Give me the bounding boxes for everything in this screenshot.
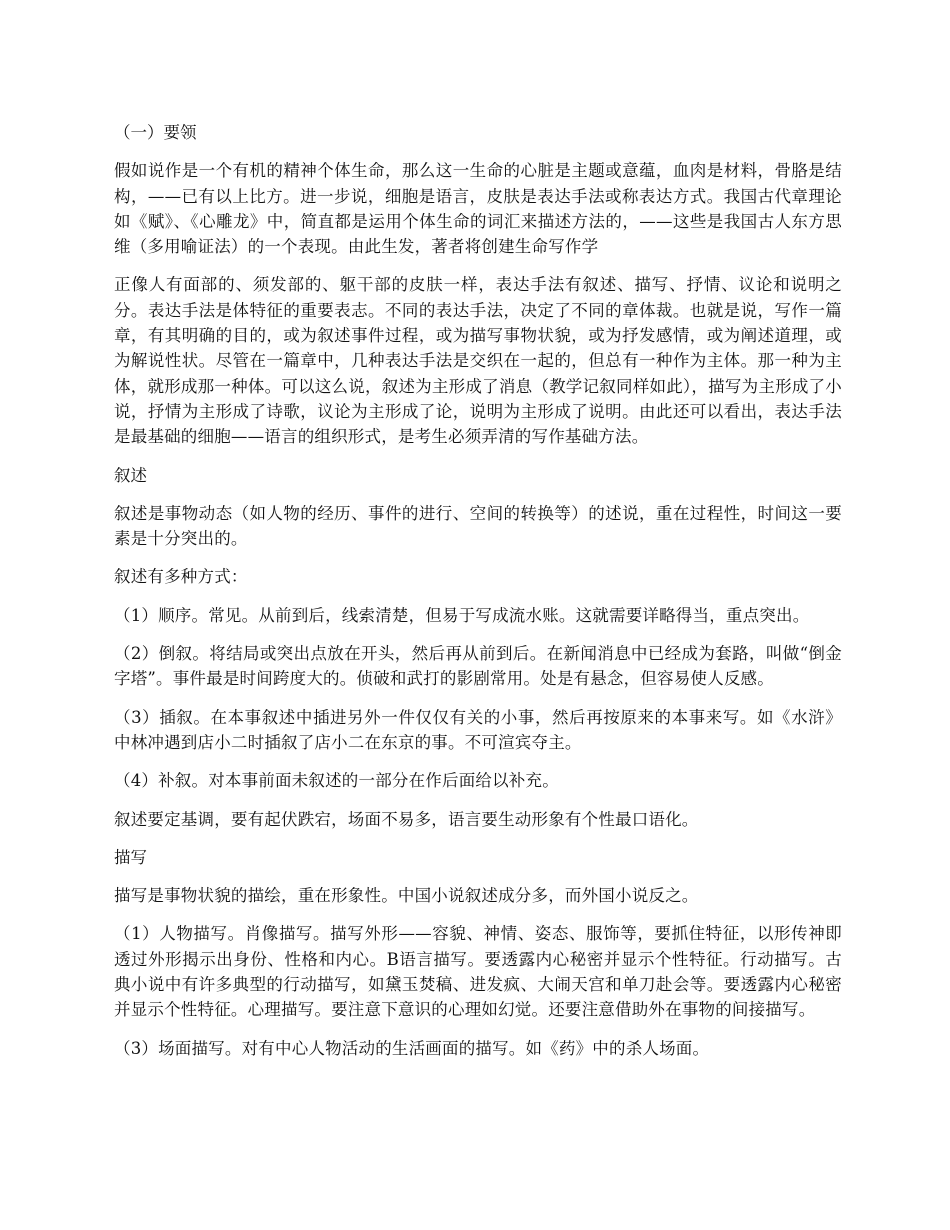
description-item-scene: （3）场面描写。对有中心人物活动的生活画面的描写。如《药》中的杀人场面。 [114,1038,710,1058]
description-definition: 描写是事物状貌的描绘，重在形象性。中国小说叙述成分多，而外国小说反之。 [114,886,699,906]
narration-item-flashback: （2）倒叙。将结局或突出点放在开头，然后再从前到后。在新闻消息中已经成为套路，叫做“倒金字塔”。事件最是时间跨度大的。侦破和武打的影剧常用。处是有悬念，但容易使人反感。 [114,644,842,689]
document-body [114,120,842,1074]
narration-definition: 叙述是事物动态（如人物的经历、事件的进行、空间的转换等）的述说，重在过程性，时间这一要素是十分突出的。 [114,503,842,549]
section-heading: （一）要领 [114,123,197,142]
paragraph-metaphor: 假如说作是一个有机的精神个体生命，那么这一生命的心脏是主题或意蕴，血肉是材料，骨胳是结构，——已有以上比方。进一步说，细胞是语言，皮肤是表达手法或称表达方式。我国古代章理论如《赋》、《心雕龙》中，简直都是运用个体生命的词汇来描述方法的，——这些是我国古人东方思维（多用喻证法）的一个表现。由此生发，著者将创建生命写作学 [114,161,842,257]
narration-item-supplement: （4）补叙。对本事前面未叙述的一部分在作后面给以补充。 [114,771,559,791]
narration-summary: 叙述要定基调，要有起伏跌宕，场面不易多，语言要生动形象有个性最口语化。 [114,809,699,829]
description-heading: 描写 [114,847,147,867]
narration-heading: 叙述 [114,465,147,485]
narration-intro: 叙述有多种方式： [114,567,248,587]
narration-item-sequential: （1）顺序。常见。从前到后，线索清楚，但易于写成流水账。这就需要详略得当，重点突出。 [114,605,810,625]
paragraph-expression-methods: 正像人有面部的、须发部的、躯干部的皮肤一样，表达手法有叙述、描写、抒情、议论和说明之分。表达手法是体特征的重要表志。不同的表达手法，决定了不同的章体裁。也就是说，写作一篇章，有其明确的目的，或为叙述事件过程，或为描写事物状貌，或为抒发感情，或为阐述道理，或为解说性状。尽管在一篇章中，几种表达手法是交织在一起的，但总有一种作为主体。那一种为主体，就形成那一种体。可以这么说，叙述为主形成了消息（教学记叙同样如此），描写为主形成了小说，抒情为主形成了诗歌，议论为主形成了论，说明为主形成了说明。由此还可以看出，表达手法是最基础的细胞——语言的组织形式，是考生必须弄清的写作基础方法。 [114,275,842,447]
narration-item-interpolation: （3）插叙。在本事叙述中插进另外一件仅仅有关的小事，然后再按原来的本事来写。如《水浒》中林冲遇到店小二时插叙了店小二在东京的事。不可渲宾夺主。 [114,707,842,752]
description-item-character: （1）人物描写。肖像描写。描写外形——容貌、神情、姿态、服饰等，要抓住特征，以形传神即透过外形揭示出身份、性格和内心。B语言描写。要透露内心秘密并显示个性特征。行动描写。古典小说中有许多典型的行动描写，如黛玉焚稿、进发疯、大闹天宫和单刀赴会等。要透露内心秘密并显示个性特征。心理描写。要注意下意识的心理如幻觉。还要注意借助外在事物的间接描写。 [114,924,842,1020]
